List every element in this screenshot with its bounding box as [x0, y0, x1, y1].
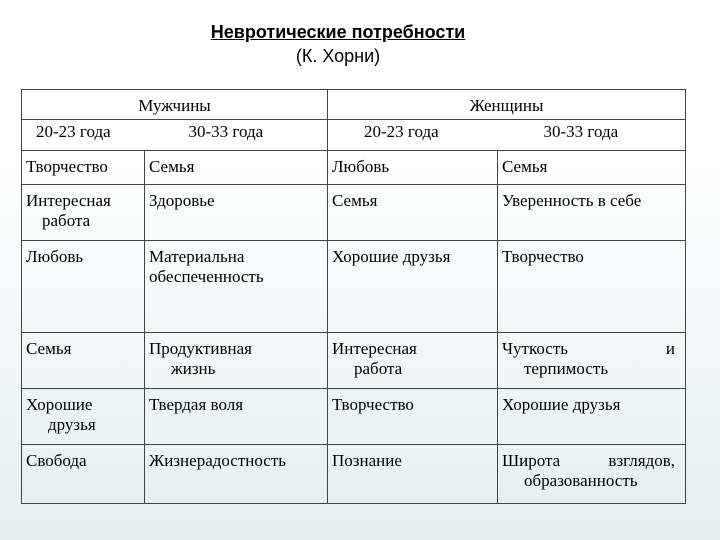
table-cell: Жизнерадостность [145, 445, 328, 504]
age-header-cell: 30-33 года [145, 120, 328, 151]
age-header-cell: 20-23 года [328, 120, 498, 151]
age-header-cell: 30-33 года [498, 120, 686, 151]
table-cell: Хорошие друзья [498, 389, 686, 445]
table-cell: Чуткость и терпимость [498, 333, 686, 389]
group-header-men: Мужчины [22, 90, 328, 120]
table-cell: Широта взглядов, образованность [498, 445, 686, 504]
table-cell: Материальна обеспеченность [145, 241, 328, 333]
table-row [22, 151, 686, 185]
table-cell: Семья [328, 185, 498, 241]
age-header-row [22, 120, 686, 151]
needs-table [21, 89, 686, 504]
group-header-women: Женщины [328, 90, 686, 120]
table-cell: Твердая воля [145, 389, 328, 445]
table-row [22, 389, 686, 445]
table-cell: Семья [22, 333, 145, 389]
table-row [22, 445, 686, 504]
table-cell: Хорошие друзья [328, 241, 498, 333]
table-cell: Уверенность в себе [498, 185, 686, 241]
group-header-row [22, 90, 686, 120]
table-cell: Здоровье [145, 185, 328, 241]
table-row [22, 333, 686, 389]
table-cell: Хорошие друзья [22, 389, 145, 445]
slide-title [0, 20, 676, 68]
table-cell: Творчество [22, 151, 145, 185]
table-cell: Семья [498, 151, 686, 185]
table-cell: Любовь [328, 151, 498, 185]
table-cell: Интересная работа [22, 185, 145, 241]
table-cell: Свобода [22, 445, 145, 504]
table-row [22, 185, 686, 241]
table-cell: Творчество [498, 241, 686, 333]
table-cell: Семья [145, 151, 328, 185]
table-cell: Интересная работа [328, 333, 498, 389]
table-cell: Познание [328, 445, 498, 504]
table-row [22, 241, 686, 333]
title-main: Невротические потребности [210, 22, 466, 42]
table-cell: Продуктивная жизнь [145, 333, 328, 389]
title-author: (К. Хорни) [295, 46, 381, 66]
table-cell: Творчество [328, 389, 498, 445]
table-cell: Любовь [22, 241, 145, 333]
age-header-cell: 20-23 года [22, 120, 145, 151]
